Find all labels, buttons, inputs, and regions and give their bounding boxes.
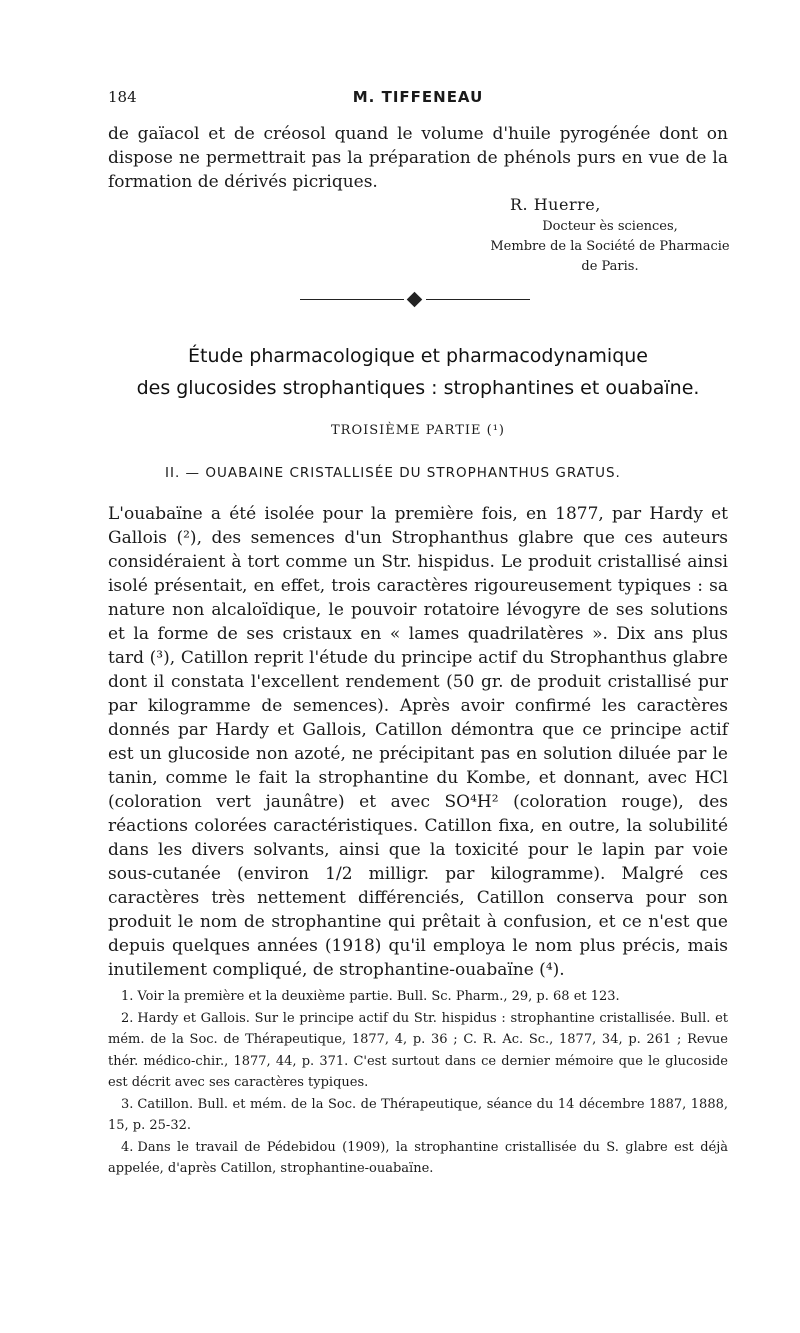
part-heading: TROISIÈME PARTIE (¹) (330, 423, 505, 438)
footnote-number: 3. (121, 1096, 134, 1112)
signature-affiliation: Membre de la Société de Pharmacie (490, 239, 730, 254)
signature-name: R. Huerre, (510, 195, 601, 214)
footnote (108, 1008, 728, 1094)
footnotes (108, 986, 728, 1180)
page-header (108, 88, 728, 112)
running-head: M. TIFFENEAU (352, 88, 484, 106)
footnote-text: Catillon. Bull. et mém. de la Soc. de Thérapeutique, séance du 14 décembre 1887, 1888, 15, p. 25-32. (108, 1096, 728, 1133)
section-heading: II. — OUABAINE CRISTALLISÉE DU STROPHANTHUS GRATUS. (165, 465, 621, 481)
footnote (108, 986, 728, 1008)
footnote (108, 1137, 728, 1180)
intro-paragraph: de gaïacol et de créosol quand le volume d'huile pyrogénée dont on dispose ne permettrait pas la préparation de phénols purs en vue de la formation de dérivés picriques. (108, 124, 728, 192)
divider-line-right (426, 299, 530, 300)
signature-city: de Paris. (581, 259, 639, 274)
main-paragraph: L'ouabaïne a été isolée pour la première fois, en 1877, par Hardy et Gallois (²), des semences d'un Strophanthus glabre que ces auteurs considéraient à tort comme un Str. hispidus. Le produit cristallisé ainsi isolé présentait, en effet, trois caractères rigoureusement typiques : sa nature non alcaloïdique, le pouvoir rotatoire lévogyre de ses solutions et la forme de ses cristaux en « lames quadrilatères ». Dix ans plus tard (³), Catillon reprit l'étude du principe actif du Strophanthus glabre dont il constata l'excellent rendement (50 gr. de produit cristallisé pur par kilogramme de semences). Après avoir confirmé les caractères donnés par Hardy et Gallois, Catillon démontra que ce principe actif est un glucoside non azoté, ne précipitant pas en solution diluée par le tanin, comme le fait la strophantine du Kombe, et donnant, avec HCl (coloration vert jaunâtre) et avec SO⁴H² (coloration rouge), des réactions colorées caractéristiques. Catillon fixa, en outre, la solubilité dans les divers solvants, ainsi que la toxicité pour le lapin par voie sous-cutanée (environ 1/2 milligr. par kilogramme). Malgré ces caractères très nettement différenciés, Catillon conserva pour son produit le nom de strophantine qui prêtait à confusion, et ce n'est que depuis quelques années (1918) qu'il employa le nom plus précis, mais inutilement compliqué, de strophantine-ouabaïne (⁴). (108, 504, 728, 980)
page-number: 184 (108, 88, 137, 106)
footnote (108, 1094, 728, 1137)
footnote-text: Hardy et Gallois. Sur le principe actif du Str. hispidus : strophantine cristallisée. Bull. et mém. de la Soc. de Thérapeutique, 1877, 4, p. 36 ; C. R. Ac. Sc., 1877, 34, p. 261 ; Revue thér. médico-chir., 1877, 44, p. 371. C'est surtout dans ce dernier mémoire que le glucoside est décrit avec ses caractères typiques. (108, 1010, 728, 1090)
signature-title: Docteur ès sciences, (542, 219, 678, 234)
footnote-number: 2. (121, 1010, 134, 1026)
footnote-number: 1. (121, 989, 134, 1004)
footnote-text: Dans le travail de Pédebidou (1909), la strophantine cristallisée du S. glabre est déjà appelée, d'après Catillon, strophantine-ouabaïne. (108, 1139, 728, 1176)
footnote-number: 4. (121, 1139, 134, 1155)
footnote-text: Voir la première et la deuxième partie. Bull. Sc. Pharm., 29, p. 68 et 123. (137, 989, 620, 1004)
article-title-line-1: Étude pharmacologique et pharmacodynamique (188, 345, 648, 367)
diamond-ornament-icon (407, 292, 423, 308)
section-divider (300, 291, 530, 309)
divider-line-left (300, 299, 404, 300)
article-title-line-2: des glucosides strophantiques : strophantines et ouabaïne. (136, 377, 700, 399)
